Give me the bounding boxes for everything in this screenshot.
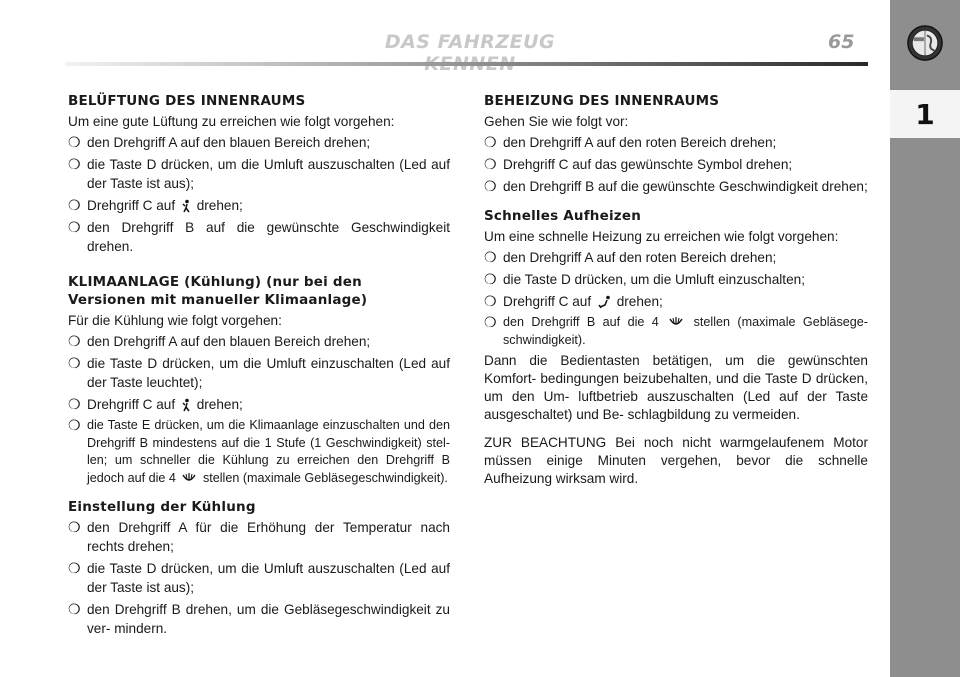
- fan-speed-icon: [181, 473, 197, 485]
- list-item: ❍ den Drehgriff A auf den roten Bereich drehen;: [484, 249, 777, 265]
- list-item: ❍ Drehgriff C auf drehen;: [68, 396, 243, 412]
- bullet-icon: ❍: [68, 156, 81, 172]
- cooling-adjustment-steps: [68, 518, 450, 638]
- intro-text: Um eine gute Lüftung zu erreichen wie folgt vorgehen:: [68, 114, 395, 129]
- note-paragraph: ZUR BEACHTUNG Bei noch nicht warmgelaufenem Motor müssen einige Minuten vergehen, bevor die schnelle Aufheizung wirksam wird.: [484, 435, 868, 486]
- intro-text: Gehen Sie wie folgt vor:: [484, 114, 629, 129]
- list-item: ❍ den Drehgriff A auf den roten Bereich drehen;: [484, 134, 777, 150]
- right-column: [484, 92, 868, 490]
- section-heading-heating: BEHEIZUNG DES INNENRAUMS: [484, 93, 720, 109]
- list-item: ❍ die Taste E drücken, um die Klimaanlage einzuschalten und den Drehgriff B mindestens auf die 1 Stufe (1 Geschwindigkeit) stel- len; um schneller die Kühlung zu erreichen den Drehgriff B jedoch auf die 4 stellen (maximale Gebläsegeschwindigkeit).: [68, 417, 450, 485]
- bullet-icon: ❍: [484, 314, 497, 330]
- bullet-icon: ❍: [68, 601, 81, 617]
- comfort-paragraph: Dann die Bedientasten betätigen, um die gewünschten Komfort- bedingungen beizubehalten, und die Taste D drücken, um den Um- luftbetrieb auszuschalten (Led auf der Taste ausgeschaltet) und Be- schlagbildung zu vermeiden.: [484, 353, 868, 422]
- list-item: ❍ den Drehgriff A auf den blauen Bereich drehen;: [68, 134, 371, 150]
- list-item: ❍ den Drehgriff A für die Erhöhung der Temperatur nach rechts drehen;: [68, 519, 450, 554]
- bullet-icon: ❍: [484, 156, 497, 172]
- fan-speed-icon: [668, 317, 684, 329]
- chapter-number: 1: [890, 90, 960, 138]
- bullet-icon: ❍: [68, 560, 81, 576]
- bullet-icon: ❍: [68, 519, 81, 535]
- bullet-icon: ❍: [68, 197, 81, 213]
- bullet-icon: ❍: [484, 293, 497, 309]
- list-item: ❍ die Taste D drücken, um die Umluft einzuschalten (Led auf der Taste leuchtet);: [68, 355, 450, 390]
- list-item: ❍ den Drehgriff B auf die 4 stellen (maximale Gebläsege- schwindigkeit).: [484, 314, 869, 347]
- heating-steps: [484, 133, 868, 196]
- list-item: ❍ Drehgriff C auf drehen;: [68, 197, 243, 213]
- intro-text: Um eine schnelle Heizung zu erreichen wie folgt vorgehen:: [484, 229, 839, 244]
- bullet-icon: ❍: [484, 134, 497, 150]
- list-item: ❍ die Taste D drücken, um die Umluft auszuschalten (Led auf der Taste ist aus);: [68, 156, 450, 191]
- list-item: ❍ den Drehgriff A auf den blauen Bereich drehen;: [68, 333, 371, 349]
- list-item: ❍ den Drehgriff B drehen, um die Gebläsegeschwindigkeit zu ver- mindern.: [68, 601, 450, 636]
- list-item: ❍ den Drehgriff B auf die gewünschte Geschwindigkeit drehen;: [484, 178, 868, 194]
- bullet-icon: ❍: [68, 134, 81, 150]
- feet-vent-icon: [597, 295, 611, 309]
- bullet-icon: ❍: [484, 178, 497, 194]
- section-heading-quick-heating: Schnelles Aufheizen: [484, 208, 641, 224]
- section-heading-air-conditioning: KLIMAANLAGE (Kühlung) (nur bei den Versionen mit manueller Klimaanlage): [68, 274, 368, 308]
- face-vent-icon: [181, 398, 191, 412]
- cooling-steps: [68, 332, 450, 487]
- ventilation-steps: [68, 133, 450, 256]
- left-column: [68, 92, 450, 641]
- section-heading-ventilation: BELÜFTUNG DES INNENRAUMS: [68, 93, 306, 109]
- bullet-icon: ❍: [484, 249, 497, 265]
- bullet-icon: ❍: [68, 219, 81, 235]
- list-item: ❍ den Drehgriff B auf die gewünschte Geschwindigkeit drehen.: [68, 219, 450, 254]
- list-item: ❍ die Taste D drücken, um die Umluft einzuschalten;: [484, 271, 805, 287]
- bullet-icon: ❍: [68, 355, 81, 371]
- intro-text: Für die Kühlung wie folgt vorgehen:: [68, 313, 282, 328]
- list-item: ❍ die Taste D drücken, um die Umluft auszuschalten (Led auf der Taste ist aus);: [68, 560, 450, 595]
- bullet-icon: ❍: [484, 271, 497, 287]
- page-number: 65: [828, 31, 855, 53]
- list-item: ❍ Drehgriff C auf das gewünschte Symbol drehen;: [484, 156, 793, 172]
- face-vent-icon: [181, 199, 191, 213]
- header-rule: [65, 62, 868, 66]
- section-heading-cooling-adjustment: Einstellung der Kühlung: [68, 499, 256, 515]
- alfa-romeo-logo-icon: [906, 24, 944, 62]
- quick-heating-steps: [484, 248, 868, 349]
- bullet-icon: ❍: [68, 396, 81, 412]
- bullet-icon: ❍: [68, 333, 81, 349]
- bullet-icon: ❍: [68, 417, 81, 433]
- list-item: ❍ Drehgriff C auf drehen;: [484, 293, 663, 309]
- page-header-title: DAS FAHRZEUG: [384, 31, 556, 53]
